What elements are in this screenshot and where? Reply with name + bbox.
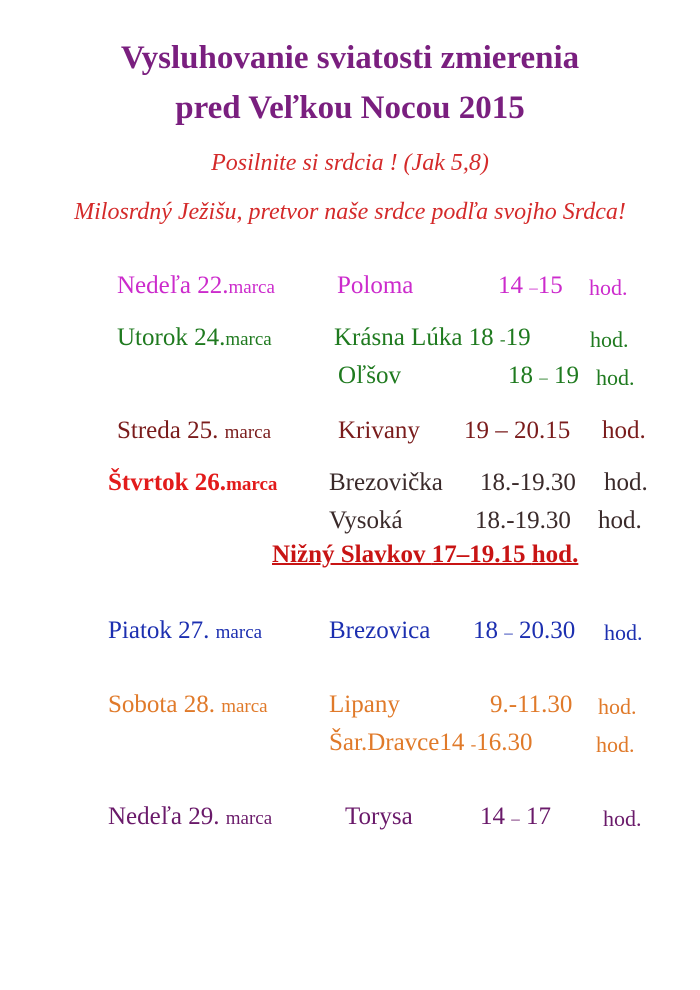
time-label: 19 – 20.15 xyxy=(464,417,571,444)
unit-label: hod. xyxy=(590,327,629,352)
month-label: marca xyxy=(215,622,263,643)
time-label: 9.-11.30 xyxy=(490,691,573,718)
unit-label: hod. xyxy=(604,620,643,645)
day-label: Streda 25. xyxy=(117,417,219,444)
place-label: Poloma xyxy=(337,272,414,299)
schedule-row-sat28 xyxy=(108,690,268,722)
day-label: Utorok 24. xyxy=(117,324,226,351)
place-label: Krásna Lúka 18 -19 xyxy=(334,324,531,351)
place-label: Torysa xyxy=(345,803,413,830)
day-label: Nedeľa 29. xyxy=(108,803,220,830)
place-label: Brezovička xyxy=(329,469,443,496)
unit-label: hod. xyxy=(602,417,646,444)
day-label: Sobota 28. xyxy=(108,691,215,718)
schedule-row-sun22 xyxy=(117,271,275,303)
schedule-row-fri27 xyxy=(108,616,262,648)
time-label: 14 –15 xyxy=(498,272,563,299)
day-label: Štvrtok 26. xyxy=(108,469,227,496)
time-label: 18 – 20.30 xyxy=(473,617,576,644)
highlight-nizny-slavkov: Nižný Slavkov 17–19.15 hod. xyxy=(272,541,579,568)
subtitle-quote: Posilnite si srdcia ! (Jak 5,8) xyxy=(211,150,489,176)
place-label-sardravce: Šar.Dravce14 -16.30 xyxy=(329,729,533,756)
month-label: marca xyxy=(225,329,272,350)
time-label: 18 – 19 xyxy=(508,362,579,389)
schedule-row-thu26 xyxy=(108,468,277,500)
month-label: marca xyxy=(226,474,278,495)
time-label: 18.-19.30 xyxy=(480,469,576,496)
unit-label: hod. xyxy=(603,806,642,831)
place-label: Krivany xyxy=(338,417,420,444)
place-label-olsov: Oľšov xyxy=(338,362,401,389)
schedule-row-wed25 xyxy=(117,416,271,448)
time-label: 18.-19.30 xyxy=(475,507,571,534)
subtitle-prayer: Milosrdný Ježišu, pretvor naše srdce podľa svojho Srdca! xyxy=(74,199,626,225)
unit-label: hod. xyxy=(596,732,635,757)
schedule-row-tue24 xyxy=(117,323,272,355)
page-title-line2: pred Veľkou Nocou 2015 xyxy=(175,90,525,126)
month-label: marca xyxy=(221,696,268,717)
place-label: Brezovica xyxy=(329,617,431,644)
time-label: 14 – 17 xyxy=(480,803,551,830)
month-label: marca xyxy=(224,422,272,443)
day-label: Nedeľa 22. xyxy=(117,272,229,299)
month-label: marca xyxy=(225,808,273,829)
unit-label: hod. xyxy=(598,507,642,534)
place-label-vysoka: Vysoká xyxy=(329,507,403,534)
unit-label: hod. xyxy=(598,694,637,719)
page-title-line1: Vysluhovanie sviatosti zmierenia xyxy=(120,40,580,76)
month-label: marca xyxy=(228,277,275,298)
place-label: Lipany xyxy=(329,691,400,718)
unit-label: hod. xyxy=(596,365,635,390)
day-label: Piatok 27. xyxy=(108,617,210,644)
unit-label: hod. xyxy=(604,469,648,496)
unit-label: hod. xyxy=(589,275,628,300)
schedule-row-sun29 xyxy=(108,802,272,834)
